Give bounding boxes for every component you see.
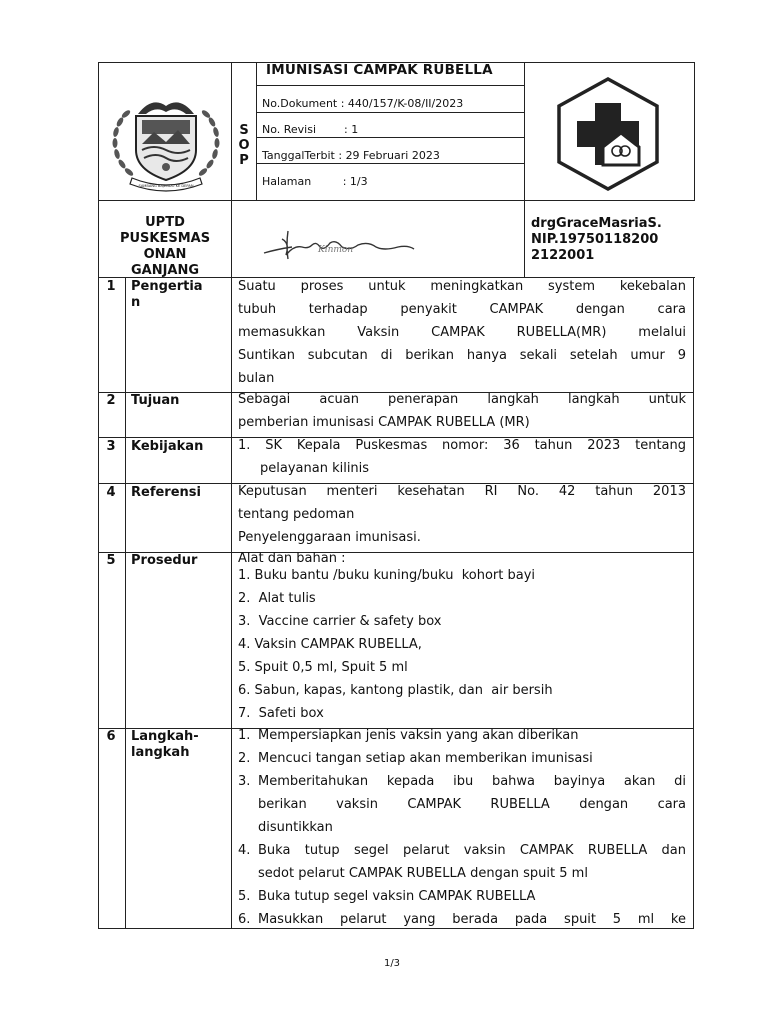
list-item: 6. Masukkan pelarut yang berada pada spuit 5 ml ke (238, 912, 686, 927)
equipment-list (238, 564, 686, 725)
list-item: 2. Mencuci tangan setiap akan memberikan imunisasi (238, 751, 593, 766)
list-item: 1. Mempersiapkan jenis vaksin yang akan diberikan (238, 728, 579, 743)
section-number-2: 2 (106, 393, 116, 408)
sop-letter-s: S (239, 123, 249, 138)
section-content-4: Keputusan menteri kesehatan RI No. 42 tahun 2013 tentang pedoman Penyelenggaraan imunisasi. (238, 484, 686, 545)
section-number-4: 4 (106, 485, 116, 500)
section-number-1: 1 (106, 279, 116, 294)
signature (258, 225, 418, 265)
health-cross-logo (555, 77, 661, 191)
page-footer: 1/3 (383, 958, 401, 969)
revision-number: No. Revisi : 1 (262, 123, 359, 136)
section-content-2: Sebagai acuan penerapan langkah langkah untuk pemberian imunisasi CAMPAK RUBELLA (MR) (238, 392, 686, 430)
org-name: UPTD PUSKESMAS ONAN GANJANG (119, 215, 211, 278)
section-number-5: 5 (106, 553, 116, 568)
signature-text: Kinmon (318, 245, 354, 255)
steps-list (238, 724, 686, 931)
signer-info: drgGraceMasriaS. NIP.19750118200 2122001 (531, 216, 662, 263)
section-label-1: Pengertia n (131, 279, 203, 310)
list-item: 7. Safeti box (238, 706, 324, 721)
emblem-motto: SAMBANG BAJENDO KE DEPAN (138, 184, 194, 188)
list-item: 2. Alat tulis (238, 591, 316, 606)
list-item: 5. Spuit 0,5 ml, Spuit 5 ml (238, 660, 408, 675)
document-title: IMUNISASI CAMPAK RUBELLA (266, 62, 493, 78)
list-item: 1. Buku bantu /buku kuning/buku kohort bayi (238, 568, 536, 583)
list-item: 3. Vaccine carrier & safety box (238, 614, 442, 629)
list-item: 4. Vaksin CAMPAK RUBELLA, (238, 637, 422, 652)
section-content-3: 1. SK Kepala Puskesmas nomor: 36 tahun 2023 tentang pelayanan kilinis (238, 438, 686, 476)
section-intro-5: Alat dan bahan : (238, 551, 346, 566)
list-item: 3. Memberitahukan kepada ibu bahwa bayinya akan di berikan vaksin CAMPAK RUBELLA dengan cara disuntikkan (238, 774, 686, 835)
sop-label (233, 123, 255, 168)
section-number-3: 3 (106, 439, 116, 454)
list-item: 4. Buka tutup segel pelarut vaksin CAMPAK RUBELLA dan sedot pelarut CAMPAK RUBELLA dengan spuit 5 ml (238, 843, 686, 881)
regency-emblem (108, 92, 224, 192)
section-content-1: Suatu proses untuk meningkatkan system kekebalan tubuh terhadap penyakit CAMPAK dengan cara memasukkan Vaksin CAMPAK RUBELLA(MR) melalui Suntikan subcutan di berikan hanya sekali setelah umur 9 bulan (238, 279, 686, 386)
sop-letter-o: O (238, 138, 250, 153)
document-number: No.Dokument : 440/157/K-08/II/2023 (262, 97, 464, 110)
section-number-6: 6 (106, 729, 116, 744)
section-label-4: Referensi (131, 485, 201, 500)
issue-date: TanggalTerbit : 29 Februari 2023 (262, 149, 440, 162)
page-info: Halaman : 1/3 (262, 175, 368, 188)
list-item: 6. Sabun, kapas, kantong plastik, dan air bersih (238, 683, 553, 698)
list-item: 5. Buka tutup segel vaksin CAMPAK RUBELLA (238, 889, 536, 904)
section-label-2: Tujuan (131, 393, 180, 408)
section-label-5: Prosedur (131, 553, 198, 568)
section-label-3: Kebijakan (131, 439, 204, 454)
section-label-6: Langkah- langkah (131, 729, 199, 760)
sop-letter-p: P (239, 153, 249, 168)
